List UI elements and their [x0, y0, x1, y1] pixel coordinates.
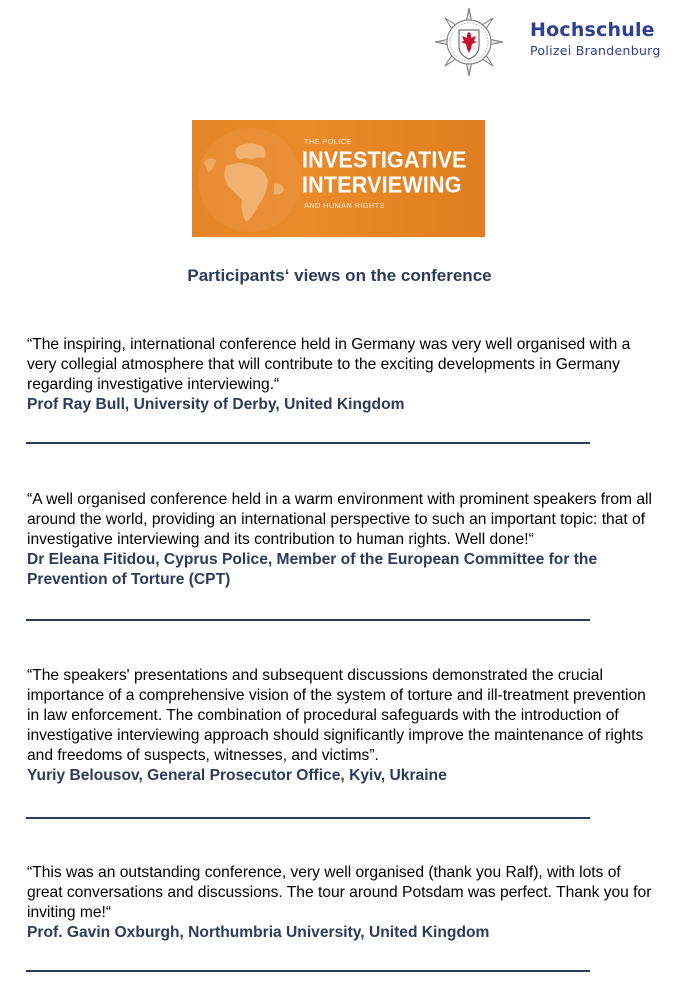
conference-banner [192, 120, 485, 237]
testimonial-quote: “The speakers' presentations and subsequent discussions demonstrated the crucial importance of a comprehensive vision of the system of torture and ill-treatment prevention in law enforcement. The combination of procedural safeguards with the introduction of investigative interviewing approach should significantly improve the maintenance of rights and freedoms of suspects, witnesses, and victims”. [27, 667, 646, 764]
hochschule-logo [433, 6, 679, 80]
testimonial-quote: “This was an outstanding conference, very well organised (thank you Ralf), with lots of great conversations and discussions. The tour around Potsdam was perfect. Thank you for inviting me!“ [27, 864, 652, 921]
globe-icon [196, 126, 304, 234]
banner-title-line1: INVESTIGATIVE [302, 147, 467, 173]
logo-subtitle: Polizei Brandenburg [530, 43, 661, 58]
testimonial-4 [27, 863, 652, 943]
divider [26, 619, 590, 621]
police-star-eagle-icon [435, 6, 503, 78]
divider [26, 817, 590, 819]
testimonial-author: Prof. Gavin Oxburgh, Northumbria University, United Kingdom [27, 924, 490, 941]
testimonial-1 [27, 335, 652, 415]
banner-title-line2: INTERVIEWING [302, 172, 462, 198]
page-heading: Participants‘ views on the conference [187, 266, 492, 285]
testimonial-2 [27, 490, 652, 590]
divider [26, 442, 590, 444]
testimonial-author: Prof Ray Bull, University of Derby, United Kingdom [27, 396, 405, 413]
logo-wordmark [530, 21, 661, 58]
testimonial-quote: “The inspiring, international conference held in Germany was very well organised with a very collegial atmosphere that will contribute to the exciting developments in Germany regarding investigative interviewing.“ [27, 336, 631, 393]
divider [26, 970, 590, 972]
testimonial-3 [27, 666, 652, 786]
testimonial-quote: “A well organised conference held in a warm environment with prominent speakers from all around the world, providing an international perspective to such an important topic: that of investigative interviewing and its contribution to human rights. Well done!“ [27, 491, 652, 548]
testimonial-author: Dr Eleana Fitidou, Cyprus Police, Member of the European Committee for the Prevention of Torture (CPT) [27, 551, 598, 588]
logo-title: Hochschule [530, 19, 655, 41]
testimonial-author: Yuriy Belousov, General Prosecutor Office, Kyiv, Ukraine [27, 767, 447, 784]
banner-pretitle: THE POLICE [304, 137, 352, 146]
banner-posttitle: AND HUMAN RIGHTS [304, 201, 385, 210]
